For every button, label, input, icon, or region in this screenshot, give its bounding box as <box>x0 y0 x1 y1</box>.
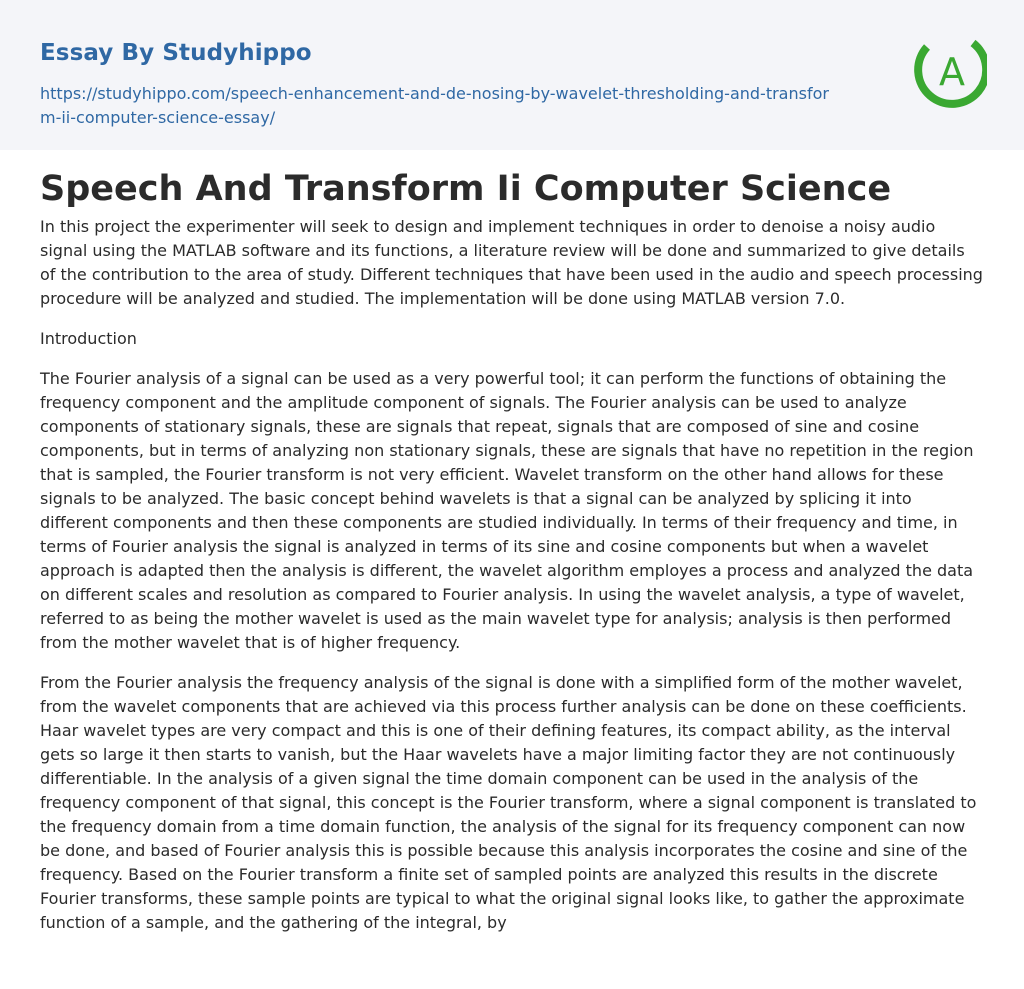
page-title: Speech And Transform Ii Computer Science <box>40 169 892 209</box>
source-url-link[interactable]: https://studyhippo.com/speech-enhancement-and-de-nosing-by-wavelet-thresholding-and-transform-ii-computer-science-essay/ <box>40 84 829 127</box>
body-paragraph: From the Fourier analysis the frequency analysis of the signal is done with a simplified form of the mother wavelet, from the wavelet components that are achieved via this process further analysis can be done on these coefficients. Haar wavelet types are very compact and this is one of their defining features, its compact ability, as the interval gets so large it then starts to vanish, but the Haar wavelets have a major limiting factor they are not continuously differentiable. In the analysis of a given signal the time domain component can be used in the analysis of the frequency component of that signal, this concept is the Fourier transform, where a signal component is translated to the frequency domain from a time domain function, the analysis of the signal for its frequency component can now be done, and based of Fourier analysis this is possible because this analysis incorporates the cosine and sine of the frequency. Based on the Fourier transform a finite set of sampled points are analyzed this results in the discrete Fourier transforms, these sample points are typical to what the original signal looks like, to gather the approximate function of a sample, and the gathering of the integral, by <box>40 673 977 932</box>
logo-letter: A <box>939 50 965 94</box>
site-header <box>0 0 1024 150</box>
studyhippo-logo-icon[interactable] <box>913 29 987 115</box>
brand-name[interactable]: Essay By Studyhippo <box>40 40 312 66</box>
body-paragraph: The Fourier analysis of a signal can be used as a very powerful tool; it can perform the functions of obtaining the frequency component and the amplitude component of signals. The Fourier analysis can be used to analyze components of stationary signals, these are signals that repeat, signals that are composed of sine and cosine components, but in terms of analyzing non stationary signals, these are signals that have no repetition in the region that is sampled, the Fourier transform is not very efficient. Wavelet transform on the other hand allows for these signals to be analyzed. The basic concept behind wavelets is that a signal can be analyzed by splicing it into different components and then these components are studied individually. In terms of their frequency and time, in terms of Fourier analysis the signal is analyzed in terms of its sine and cosine components but when a wavelet approach is adapted then the analysis is different, the wavelet algorithm employes a process and analyzed the data on different scales and resolution as compared to Fourier analysis. In using the wavelet analysis, a type of wavelet, referred to as being the mother wavelet is used as the main wavelet type for analysis; analysis is then performed from the mother wavelet that is of higher frequency. <box>40 369 974 652</box>
section-heading-introduction: Introduction <box>40 329 137 348</box>
article-body <box>40 215 984 935</box>
intro-paragraph: In this project the experimenter will seek to design and implement techniques in order to denoise a noisy audio signal using the MATLAB software and its functions, a literature review will be done and summarized to give details of the contribution to the area of study. Different techniques that have been used in the audio and speech processing procedure will be analyzed and studied. The implementation will be done using MATLAB version 7.0. <box>40 217 983 308</box>
